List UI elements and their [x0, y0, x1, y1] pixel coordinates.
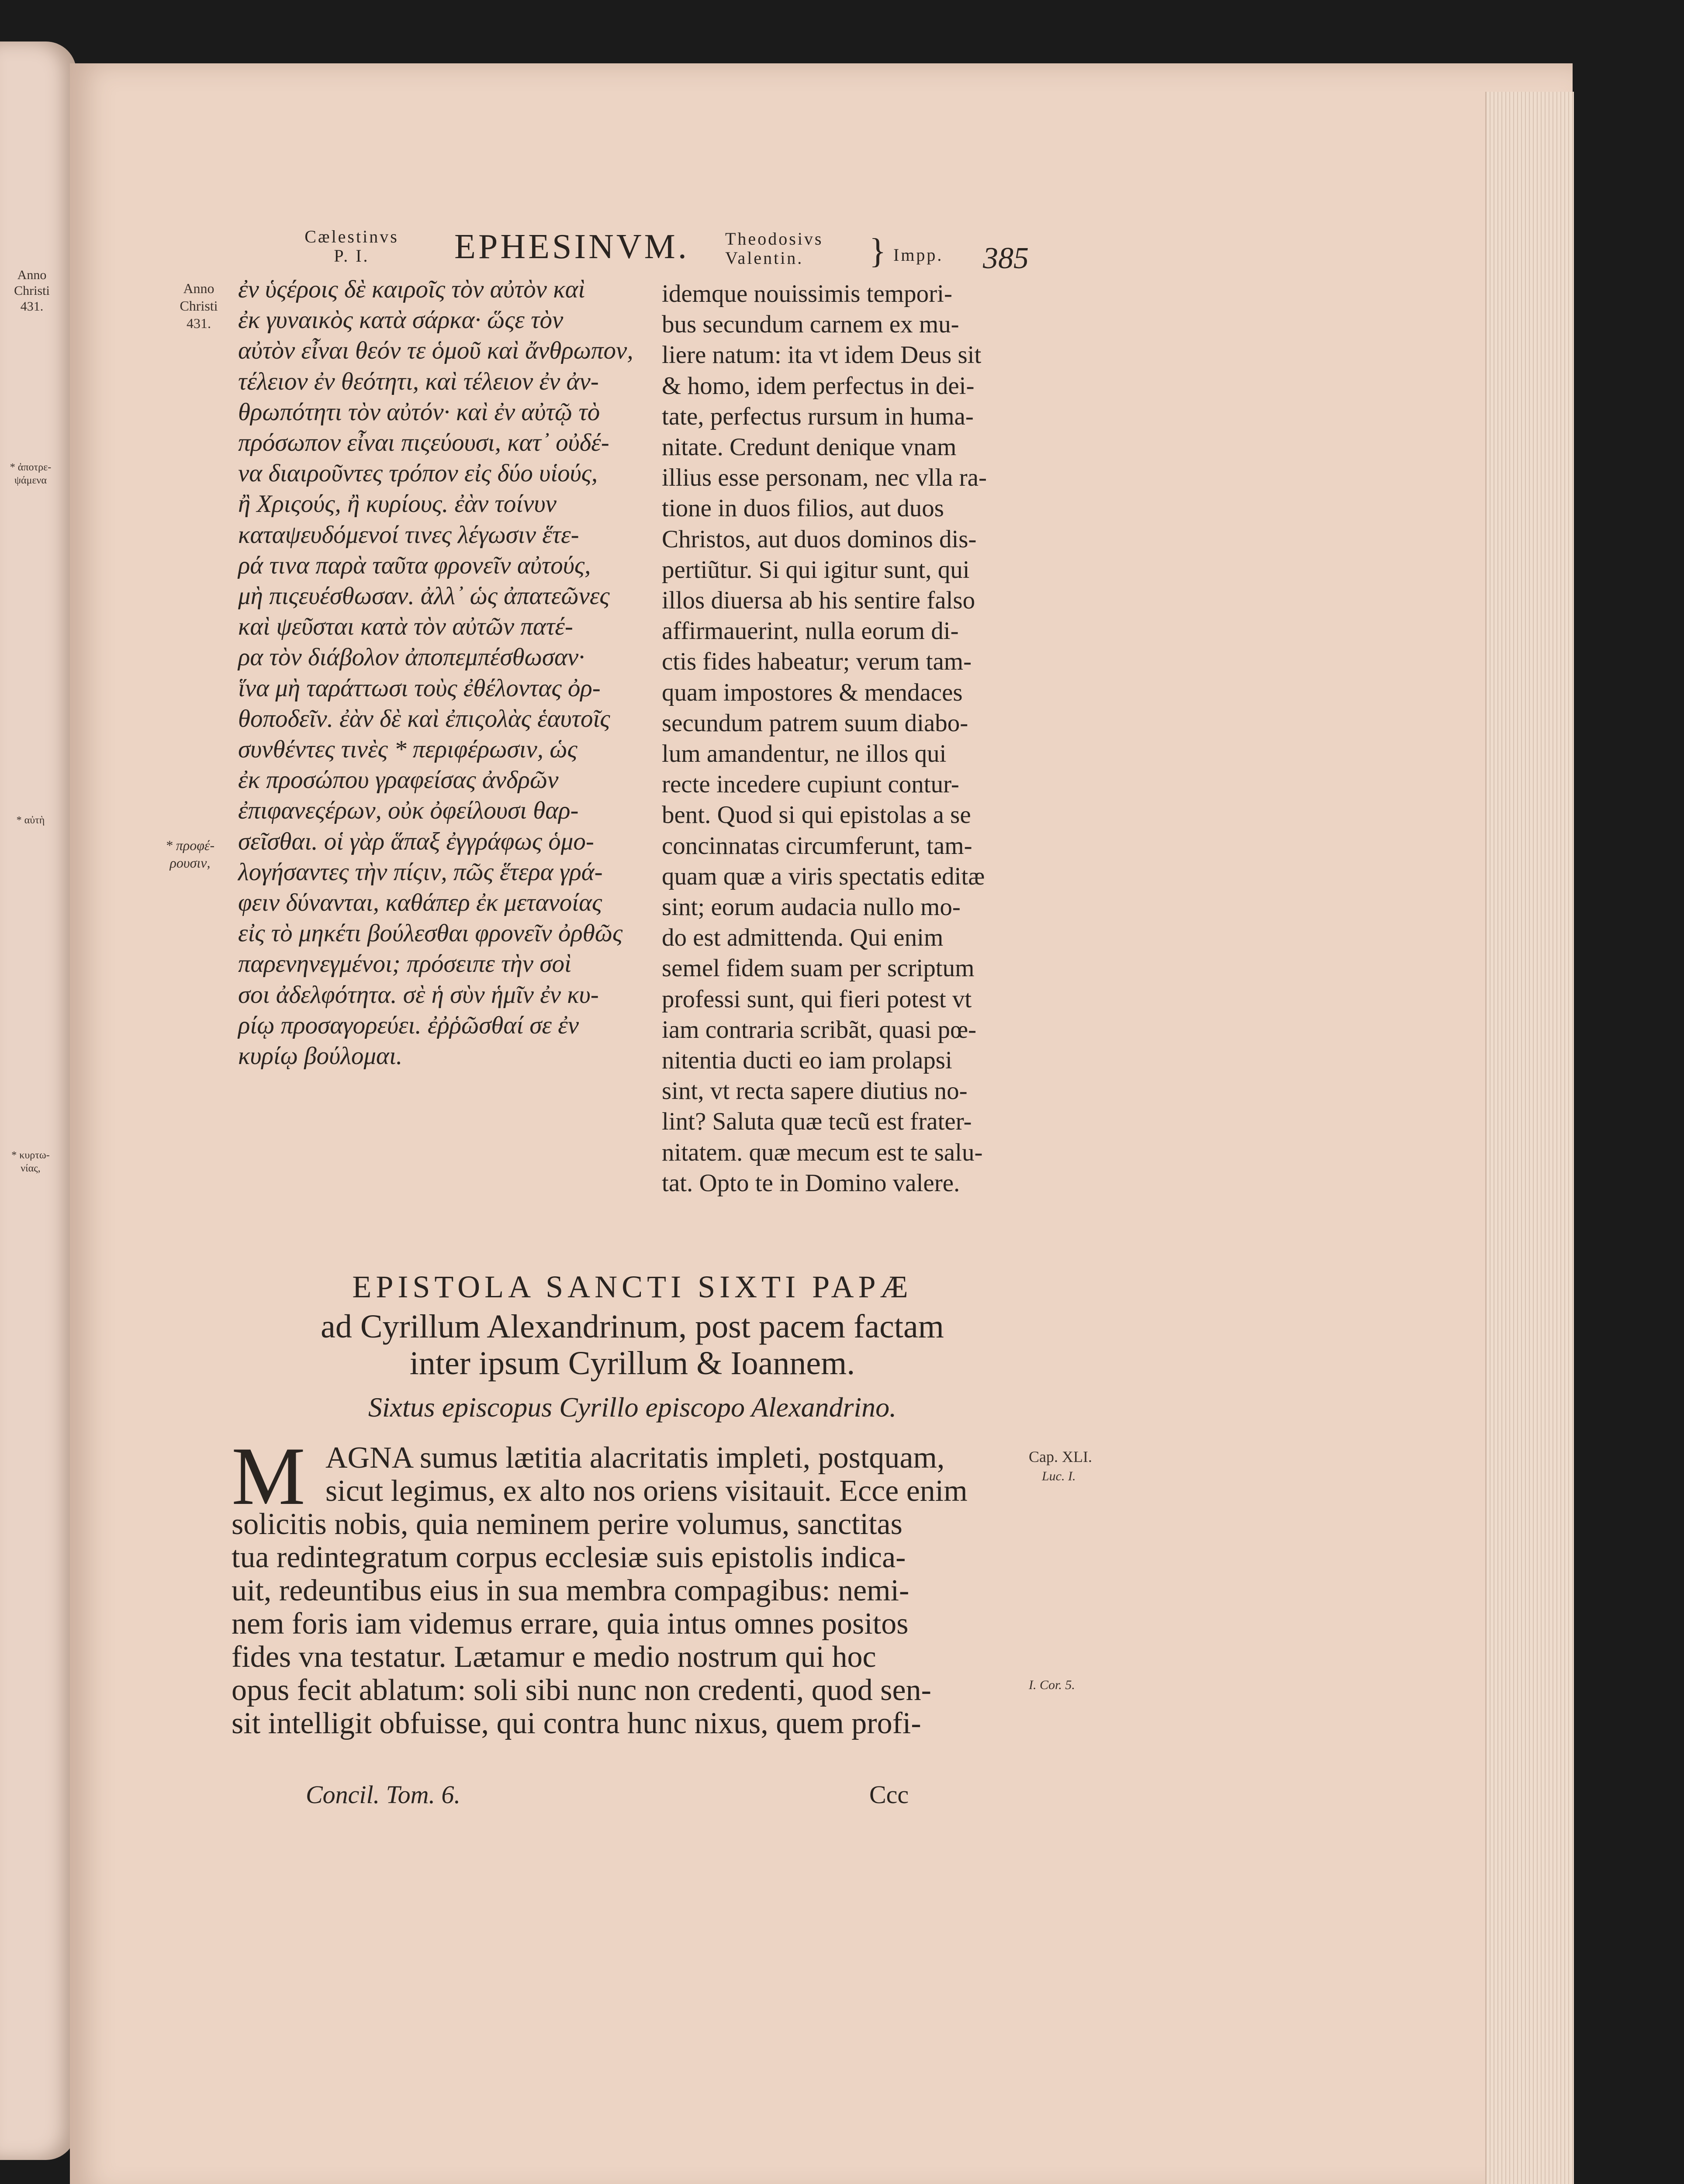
- greek-line: καταψευδόμενοί τινες λέγωσιν ἕτε-: [238, 521, 579, 549]
- greek-line: πρόσωπον εἶναι πιςεύουσι, κατ᾽ οὐδέ-: [238, 429, 609, 457]
- greek-line: συνθέντες τινὲς * περιφέρωσιν, ὡς: [238, 736, 577, 764]
- latin-line: tat. Opto te in Domino valere.: [662, 1169, 960, 1197]
- anno-line: 431.: [187, 315, 211, 331]
- greek-column: [238, 274, 649, 1071]
- previous-page-edge: [0, 41, 76, 2160]
- latin-line: bent. Quod si qui epistolas a se: [662, 801, 971, 829]
- latin-line: nitatem. quæ mecum est te salu-: [662, 1138, 983, 1166]
- left-page-anno: [3, 267, 60, 314]
- body-line: tua redintegratum corpus ecclesiæ suis epistolis indica-: [232, 1541, 906, 1574]
- body-line: fides vna testatur. Lætamur e medio nostrum qui hoc: [232, 1640, 876, 1674]
- greek-line: να διαιροῦντες τρόπον εἰς δύο υἱούς,: [238, 460, 598, 487]
- body-line: AGNA sumus lætitia alacritatis impleti, postquam,: [325, 1441, 945, 1475]
- left-page-note: [4, 812, 57, 828]
- header-left: [284, 227, 419, 266]
- latin-line: affirmauerint, nulla eorum di-: [662, 617, 959, 645]
- greek-line: θοποδεῖν. ἐὰν δὲ καὶ ἐπιςολὰς ἑαυτοῖς: [238, 705, 610, 733]
- header-impp: Impp.: [893, 245, 944, 265]
- latin-line: lum amandentur, ne illos qui: [662, 740, 947, 768]
- epistola-body: [232, 1431, 1033, 1740]
- latin-line: illos diuersa ab his sentire falso: [662, 587, 975, 615]
- latin-line: recte incedere cupiunt contur-: [662, 771, 959, 798]
- epistola-salutation: Sixtus episcopus Cyrillo episcopo Alexandrino.: [368, 1392, 897, 1423]
- epistola-title: EPISTOLA SANCTI SIXTI PAPÆ: [352, 1269, 913, 1304]
- header-title: EPHESINVM.: [454, 228, 689, 266]
- latin-line: iam contraria scribãt, quasi pœ-: [662, 1016, 977, 1044]
- left-note-line: * κυρτω-: [11, 1150, 50, 1161]
- latin-line: quam impostores & mendaces: [662, 678, 963, 706]
- latin-line: do est admittenda. Qui enim: [662, 924, 944, 952]
- latin-line: concinnatas circumferunt, tam-: [662, 832, 972, 860]
- greek-line: παρενηνεγμένοι; πρόσειπε τὴν σοὶ: [238, 950, 571, 978]
- greek-line: ἵνα μὴ ταράττωσι τοὺς ἐθέλοντας ὀρ-: [238, 674, 601, 702]
- left-note-line: * ἀποτρε-: [10, 462, 52, 473]
- greek-line: καὶ ψεῦσται κατὰ τὸν αὐτῶν πατέ-: [238, 613, 573, 641]
- greek-line: σεῖσθαι. οἱ γὰρ ἅπαξ ἐγγράφως ὁμο-: [238, 827, 594, 855]
- latin-line: pertiũtur. Si qui igitur sunt, qui: [662, 556, 970, 584]
- latin-line: nitentia ducti eo iam prolapsi: [662, 1047, 952, 1075]
- header-right-bottom: Valentin.: [725, 248, 804, 268]
- greek-line: ρίῳ προσαγορεύει. ἐῤῥῶσθαί σε ἐν: [238, 1011, 579, 1039]
- latin-line: secundum patrem suum diabo-: [662, 709, 968, 737]
- latin-line: tione in duos filios, aut duos: [662, 494, 944, 522]
- greek-line: ρά τινα παρὰ ταῦτα φρονεῖν αὐτούς,: [238, 551, 591, 579]
- margin-cap: Cap. XLI.: [1029, 1448, 1092, 1465]
- greek-line: κυρίῳ βούλομαι.: [238, 1042, 403, 1070]
- anno-line: Anno: [183, 280, 214, 296]
- left-anno-line: Anno: [17, 268, 47, 282]
- greek-line: λογήσαντες τὴν πίςιν, πῶς ἕτερα γρά-: [238, 858, 603, 886]
- latin-line: sint; eorum audacia nullo mo-: [662, 893, 961, 921]
- body-line: sicut legimus, ex alto nos oriens visitauit. Ecce enim: [325, 1474, 968, 1508]
- latin-line: bus secundum carnem ex mu-: [662, 311, 959, 339]
- greek-line: ἢ Χριςούς, ἢ κυρίους. ἐὰν τοίνυν: [238, 490, 557, 518]
- header-left-bottom: P. I.: [334, 246, 370, 266]
- epistola-title-line: inter ipsum Cyrillum & Ioannem.: [409, 1345, 855, 1382]
- greek-line: αὐτὸν εἶναι θεόν τε ὁμοῦ καὶ ἄνθρωπον,: [238, 337, 633, 365]
- left-note-line: ψάμενα: [14, 475, 47, 486]
- latin-line: nitate. Credunt denique vnam: [662, 433, 957, 461]
- header-left-top: Cælestinvs: [304, 227, 399, 246]
- greek-line: μὴ πιςευέσθωσαν. ἀλλ᾽ ὡς ἀπατεῶνες: [238, 582, 610, 610]
- latin-line: & homo, idem perfectus in dei-: [662, 372, 975, 400]
- header-brace: }: [869, 232, 886, 270]
- footer-signature-mark: Ccc: [869, 1780, 909, 1809]
- latin-line: tate, perfectus rursum in huma-: [662, 402, 974, 430]
- latin-line: semel fidem suam per scriptum: [662, 954, 975, 982]
- greek-line: ἐκ προσώπου γραφείσας ἀνδρῶν: [238, 766, 559, 794]
- latin-line: ctis fides habeatur; verum tam-: [662, 648, 972, 676]
- left-anno-line: Christi: [14, 283, 50, 298]
- greek-line: ἐκ γυναικὸς κατὰ σάρκα· ὥςε τὸν: [238, 306, 564, 334]
- page-edges: [1485, 92, 1574, 2184]
- header-right-top: Theodosivs: [725, 229, 823, 249]
- left-page-note: [4, 461, 57, 487]
- latin-line: idemque nouissimis tempori-: [662, 280, 952, 308]
- drop-cap: M: [232, 1431, 305, 1522]
- greek-line: εἰς τὸ μηκέτι βούλεσθαι φρονεῖν ὀρθῶς: [238, 919, 623, 947]
- greek-line: τέλειον ἐν θεότητι, καὶ τέλειον ἐν ἀν-: [238, 367, 599, 395]
- header-right: [725, 229, 823, 268]
- latin-line: professi sunt, qui fieri potest vt: [662, 985, 972, 1013]
- greek-line: ἐπιφανεςέρων, οὐκ ὀφείλουσι θαρ-: [238, 797, 579, 825]
- latin-line: liere natum: ita vt idem Deus sit: [662, 341, 982, 369]
- margin-note-variant: [149, 836, 232, 871]
- left-note-line: * αὐτὴ: [16, 815, 45, 826]
- epistola-title-line: ad Cyrillum Alexandrinum, post pacem factam: [321, 1308, 944, 1345]
- latin-line: quam quæ a viris spectatis editæ: [662, 862, 985, 890]
- greek-line: θρωπότητι τὸν αὐτόν· καὶ ἐν αὐτῷ τὸ: [238, 398, 600, 426]
- body-line: sit intelligit obfuisse, qui contra hunc nixus, quem profi-: [232, 1707, 921, 1740]
- footer-signature-left: Concil. Tom. 6.: [306, 1780, 460, 1809]
- margin-cor: I. Cor. 5.: [1029, 1678, 1075, 1692]
- note-line: * προφέ-: [165, 837, 215, 853]
- body-line: solicitis nobis, quia neminem perire volumus, sanctitas: [232, 1507, 903, 1541]
- latin-line: sint, vt recta sapere diutius no-: [662, 1077, 968, 1105]
- greek-line: ἐν ὑςέροις δὲ καιροῖς τὸν αὐτὸν καὶ: [238, 276, 585, 303]
- note-line: ρουσιν,: [169, 855, 211, 871]
- body-line: uit, redeuntibus eius in sua membra compagibus: nemi-: [232, 1574, 909, 1607]
- margin-anno-christi: [168, 280, 229, 332]
- page-number: 385: [983, 242, 1029, 275]
- greek-line: φειν δύνανται, καθάπερ ἐκ μετανοίας: [238, 889, 602, 917]
- body-line: opus fecit ablatum: soli sibi nunc non credenti, quod sen-: [232, 1673, 931, 1707]
- left-note-line: νίας,: [21, 1163, 41, 1174]
- left-page-note: [4, 1149, 57, 1175]
- body-line: nem foris iam videmus errare, quia intus omnes positos: [232, 1607, 909, 1641]
- epistola-title-continued: [232, 1308, 1033, 1382]
- latin-line: Christos, aut duos dominos dis-: [662, 525, 977, 553]
- greek-line: ρα τὸν διάβολον ἀποπεμπέσθωσαν·: [238, 643, 585, 671]
- greek-line: σοι ἀδελφότητα. σὲ ἡ σὺν ἡμῖν ἐν κυ-: [238, 981, 599, 1009]
- latin-column: [662, 279, 1031, 1199]
- anno-line: Christi: [180, 298, 218, 314]
- latin-line: illius esse personam, nec vlla ra-: [662, 464, 987, 492]
- latin-line: lint? Saluta quæ tecũ est frater-: [662, 1108, 972, 1136]
- left-anno-line: 431.: [20, 299, 44, 314]
- margin-luc: Luc. I.: [1042, 1469, 1076, 1483]
